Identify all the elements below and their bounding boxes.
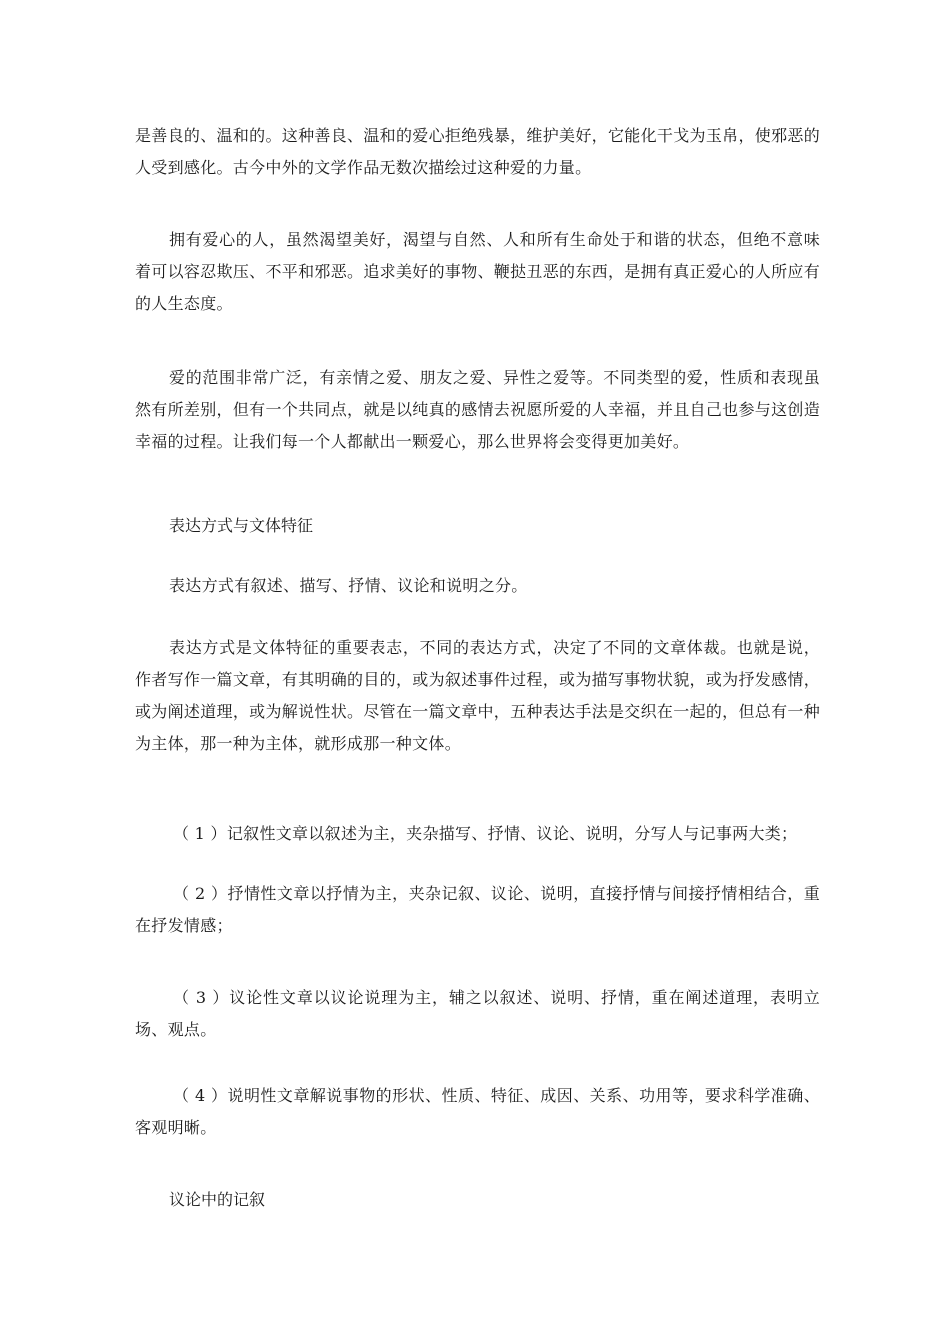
section-heading-narration-in-argument: 议论中的记叙 [169, 1190, 266, 1209]
paragraph-expression-features: 表达方式是文体特征的重要表志，不同的表达方式，决定了不同的文章体裁。也就是说，作者写作一篇文章，有其明确的目的，或为叙述事件过程，或为描写事物状貌，或为抒发感情，或为阐述道理，或为解说性状。尽管在一篇文章中，五种表达手法是交织在一起的，但总有一种为主体，那一种为主体，就形成那一种文体。 [135, 638, 820, 753]
list-item-lyrical: （ 2 ）抒情性文章以抒情为主，夹杂记叙、议论、说明，直接抒情与间接抒情相结合，重在抒发情感； [135, 884, 820, 935]
list-item-narrative: （ 1 ）记叙性文章以叙述为主，夹杂描写、抒情、议论、说明，分写人与记事两大类； [173, 824, 798, 843]
paragraph-love-scope: 爱的范围非常广泛，有亲情之爱、朋友之爱、异性之爱等。不同类型的爱，性质和表现虽然有所差别，但有一个共同点，就是以纯真的感情去祝愿所爱的人幸福，并且自己也参与这创造幸福的过程。让我们每一个人都献出一颗爱心，那么世界将会变得更加美好。 [135, 368, 820, 451]
paragraph-love-attitude: 拥有爱心的人，虽然渴望美好，渴望与自然、人和所有生命处于和谐的状态，但绝不意味着可以容忍欺压、不平和邪恶。追求美好的事物、鞭挞丑恶的东西，是拥有真正爱心的人所应有的人生态度。 [135, 230, 820, 313]
paragraph-love-power: 是善良的、温和的。这种善良、温和的爱心拒绝残暴，维护美好，它能化干戈为玉帛，使邪恶的人受到感化。古今中外的文学作品无数次描绘过这种爱的力量。 [135, 126, 820, 177]
list-item-expository: （ 4 ）说明性文章解说事物的形状、性质、特征、成因、关系、功用等，要求科学准确、客观明晰。 [135, 1086, 820, 1137]
section-heading-expression: 表达方式与文体特征 [169, 516, 314, 535]
list-item-argumentative: （ 3 ）议论性文章以议论说理为主，辅之以叙述、说明、抒情，重在阐述道理，表明立场、观点。 [135, 988, 820, 1039]
paragraph-expression-types: 表达方式有叙述、描写、抒情、议论和说明之分。 [169, 576, 528, 595]
